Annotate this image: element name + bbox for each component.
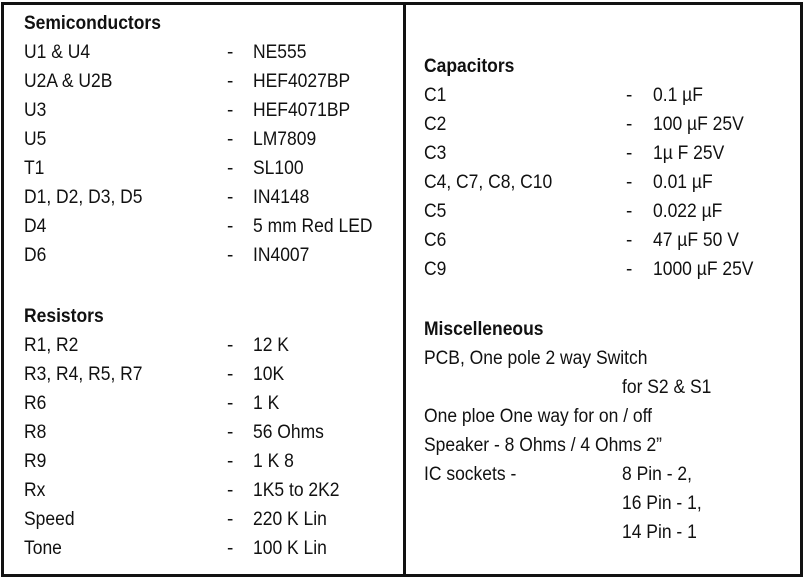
- misc-line: for S2 & S1: [622, 377, 712, 398]
- part-value: IN4148: [253, 187, 310, 208]
- resistors-heading: Resistors: [24, 306, 104, 327]
- part-label: R8: [24, 422, 47, 443]
- part-label: D4: [24, 216, 47, 237]
- part-label: U2A & U2B: [24, 71, 113, 92]
- part-label: Rx: [24, 480, 46, 501]
- part-label: C4, C7, C8, C10: [424, 172, 553, 193]
- misc-line: Speaker - 8 Ohms / 4 Ohms 2”: [424, 435, 663, 456]
- part-value: HEF4027BP: [253, 71, 351, 92]
- dash: -: [227, 393, 234, 414]
- part-label: Speed: [24, 509, 75, 530]
- dash: -: [626, 172, 633, 193]
- part-value: 47 µF 50 V: [653, 230, 739, 251]
- dash: -: [227, 335, 234, 356]
- part-value: 0.01 µF: [653, 172, 713, 193]
- part-value: 10K: [253, 364, 285, 385]
- dash: -: [626, 143, 633, 164]
- part-value: 1 K 8: [253, 451, 294, 472]
- part-value: 1 K: [253, 393, 280, 414]
- part-label: R3, R4, R5, R7: [24, 364, 143, 385]
- part-label: U1 & U4: [24, 42, 91, 63]
- part-value: 0.1 µF: [653, 85, 703, 106]
- part-value: 100 K Lin: [253, 538, 327, 559]
- part-label: Tone: [24, 538, 62, 559]
- dash: -: [227, 538, 234, 559]
- part-label: C6: [424, 230, 447, 251]
- dash: -: [227, 216, 234, 237]
- part-label: U3: [24, 100, 47, 121]
- semiconductors-heading: Semiconductors: [24, 13, 161, 34]
- dash: -: [626, 85, 633, 106]
- dash: -: [227, 42, 234, 63]
- dash: -: [626, 201, 633, 222]
- dash: -: [227, 422, 234, 443]
- dash: -: [227, 129, 234, 150]
- dash: -: [626, 259, 633, 280]
- part-value: IN4007: [253, 245, 310, 266]
- misc-line: One ploe One way for on / off: [424, 406, 653, 427]
- dash: -: [227, 158, 234, 179]
- dash: -: [227, 480, 234, 501]
- part-label: T1: [24, 158, 45, 179]
- part-value: 1µ F 25V: [653, 143, 725, 164]
- parts-list-frame: [1, 2, 803, 577]
- part-label: C2: [424, 114, 447, 135]
- part-value: LM7809: [253, 129, 317, 150]
- ic-socket-value: 8 Pin - 2,: [622, 464, 692, 485]
- dash: -: [227, 100, 234, 121]
- dash: -: [626, 114, 633, 135]
- ic-socket-value: 14 Pin - 1: [622, 522, 697, 543]
- part-label: U5: [24, 129, 47, 150]
- part-label: C9: [424, 259, 447, 280]
- part-label: R1, R2: [24, 335, 79, 356]
- part-value: SL100: [253, 158, 304, 179]
- part-label: C3: [424, 143, 447, 164]
- part-value: 56 Ohms: [253, 422, 324, 443]
- ic-socket-value: 16 Pin - 1,: [622, 493, 702, 514]
- part-value: 0.022 µF: [653, 201, 723, 222]
- dash: -: [626, 230, 633, 251]
- dash: -: [227, 71, 234, 92]
- part-label: D1, D2, D3, D5: [24, 187, 143, 208]
- dash: -: [227, 187, 234, 208]
- part-value: 5 mm Red LED: [253, 216, 373, 237]
- part-label: C5: [424, 201, 447, 222]
- dash: -: [227, 364, 234, 385]
- part-value: 1K5 to 2K2: [253, 480, 340, 501]
- dash: -: [227, 245, 234, 266]
- part-value: NE555: [253, 42, 307, 63]
- dash: -: [227, 451, 234, 472]
- part-label: D6: [24, 245, 47, 266]
- misc-line: PCB, One pole 2 way Switch: [424, 348, 648, 369]
- part-value: 1000 µF 25V: [653, 259, 754, 280]
- capacitors-heading: Capacitors: [424, 56, 515, 77]
- miscellaneous-heading: Miscelleneous: [424, 319, 544, 340]
- ic-sockets-label: IC sockets -: [424, 464, 517, 485]
- column-divider: [403, 5, 406, 574]
- part-label: C1: [424, 85, 447, 106]
- part-label: R6: [24, 393, 47, 414]
- dash: -: [227, 509, 234, 530]
- part-value: 220 K Lin: [253, 509, 327, 530]
- part-label: R9: [24, 451, 47, 472]
- part-value: 12 K: [253, 335, 289, 356]
- part-value: HEF4071BP: [253, 100, 351, 121]
- part-value: 100 µF 25V: [653, 114, 744, 135]
